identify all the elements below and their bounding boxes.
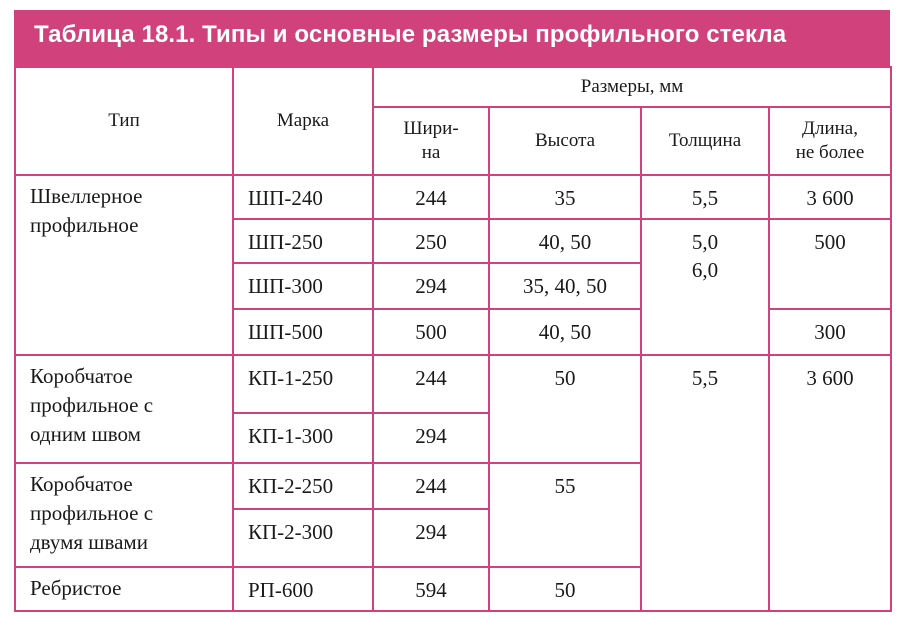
width-cell: 244	[373, 355, 489, 413]
type-cell-box-two-seams	[15, 463, 233, 567]
brand-cell: РП-600	[233, 567, 373, 611]
brand-cell: КП-2-300	[233, 509, 373, 567]
header-length-line1: Длина,	[802, 118, 858, 139]
brand-cell: КП-1-300	[233, 413, 373, 463]
width-cell: 244	[373, 463, 489, 509]
width-cell: 294	[373, 263, 489, 309]
type-line: Швеллерное	[30, 184, 143, 208]
brand-cell: КП-2-250	[233, 463, 373, 509]
height-cell: 40, 50	[489, 219, 641, 263]
type-line: профильное	[30, 213, 139, 237]
header-brand: Марка	[233, 67, 373, 175]
width-cell: 250	[373, 219, 489, 263]
width-cell: 594	[373, 567, 489, 611]
header-width	[373, 107, 489, 175]
height-cell: 40, 50	[489, 309, 641, 355]
brand-cell: ШП-500	[233, 309, 373, 355]
header-type: Тип	[15, 67, 233, 175]
header-width-line2: на	[421, 142, 441, 163]
table-row	[15, 175, 891, 219]
height-cell: 50	[489, 567, 641, 611]
type-cell-ribbed	[15, 567, 233, 611]
table-title-bar	[14, 10, 890, 66]
width-cell: 244	[373, 175, 489, 219]
width-cell: 500	[373, 309, 489, 355]
type-cell-box-one-seam	[15, 355, 233, 463]
type-line: одним швом	[30, 422, 141, 446]
table-title: Таблица 18.1. Типы и основные размеры профильного стекла	[34, 21, 787, 48]
header-sizes: Размеры, мм	[373, 67, 891, 107]
brand-cell: ШП-250	[233, 219, 373, 263]
brand-cell: ШП-240	[233, 175, 373, 219]
width-cell: 294	[373, 413, 489, 463]
type-line: профильное с	[30, 393, 154, 417]
length-cell: 3 600	[769, 175, 891, 219]
header-thickness: Толщина	[641, 107, 769, 175]
type-line: профильное с	[30, 501, 154, 525]
header-height: Высота	[489, 107, 641, 175]
type-line: Коробчатое	[30, 472, 133, 496]
thickness-cell: 5,5	[641, 175, 769, 219]
table-row	[15, 355, 891, 413]
header-length-line2: не более	[795, 142, 865, 163]
height-cell: 55	[489, 463, 641, 567]
length-cell: 500	[769, 219, 891, 309]
brand-cell: ШП-300	[233, 263, 373, 309]
type-line: Ребристое	[30, 576, 122, 600]
height-cell: 50	[489, 355, 641, 463]
height-cell: 35, 40, 50	[489, 263, 641, 309]
profile-glass-table	[14, 66, 892, 612]
length-cell: 300	[769, 309, 891, 355]
type-line: двумя швами	[30, 530, 148, 554]
brand-cell: КП-1-250	[233, 355, 373, 413]
type-line: Коробчатое	[30, 364, 133, 388]
header-width-line1: Шири-	[403, 118, 459, 139]
thickness-cell: 5,5	[641, 355, 769, 611]
header-length	[769, 107, 891, 175]
type-cell-channel	[15, 175, 233, 355]
width-cell: 294	[373, 509, 489, 567]
thickness-cell: 5,0 6,0	[641, 219, 769, 355]
length-cell: 3 600	[769, 355, 891, 611]
height-cell: 35	[489, 175, 641, 219]
